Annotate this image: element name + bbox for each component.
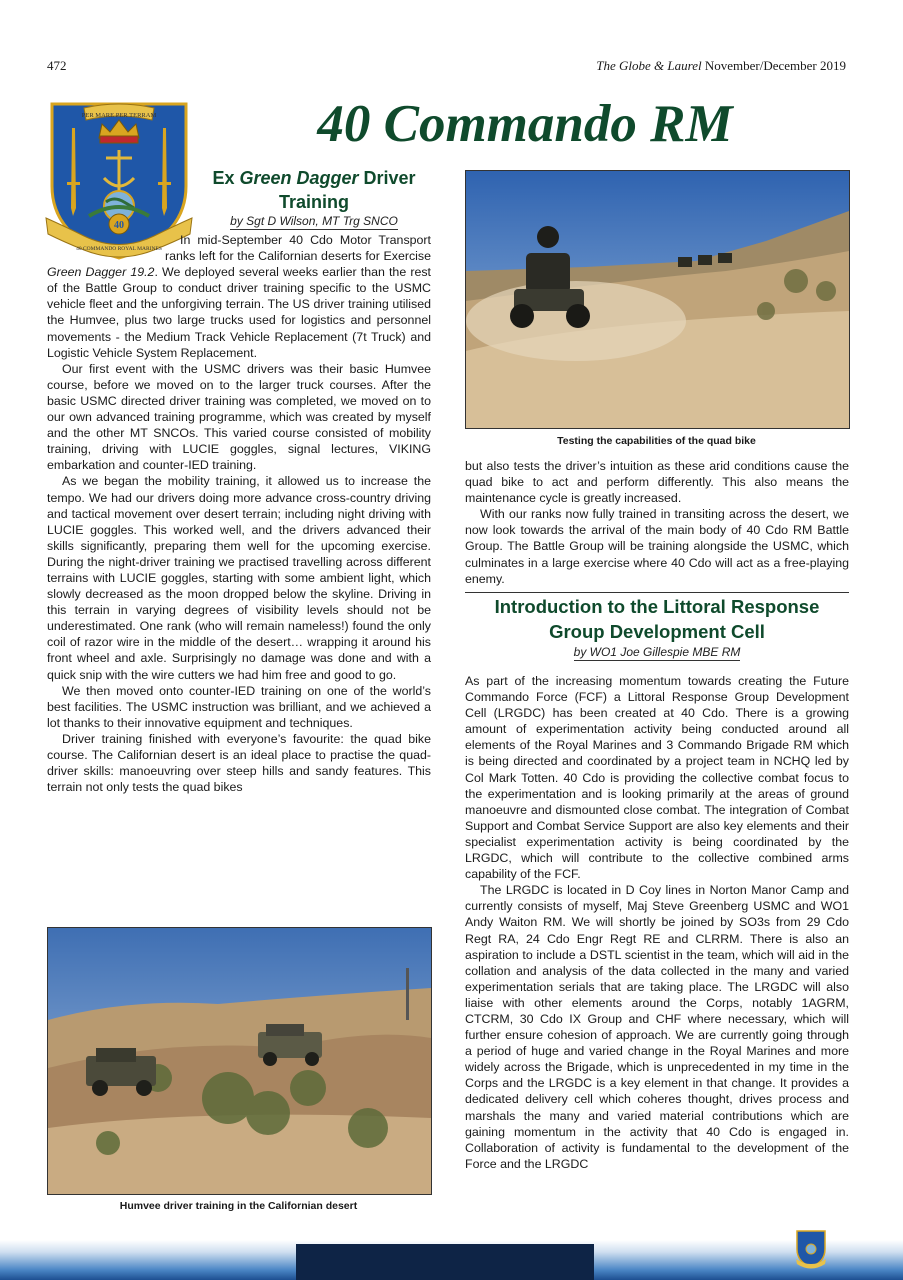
article-1-paragraph: but also tests the driver’s intuition as these arid conditions cause the quad bike to act and perform differently. This also means the maintenance cycle is greatly increased. <box>465 459 849 506</box>
article-1-body <box>47 232 431 795</box>
footer-block <box>296 1244 594 1280</box>
humvee-photo <box>47 927 432 1195</box>
article-2 <box>465 594 849 1172</box>
running-header <box>596 58 846 74</box>
article-1-heading: Ex Green Dagger Driver Training <box>212 168 416 212</box>
article-1-byline: by Sgt D Wilson, MT Trg SNCO <box>230 214 398 228</box>
page-title: 40 Commando RM <box>317 95 733 153</box>
article-1-paragraph: Driver training finished with everyone’s favourite: the quad bike course. The Californian desert is an ideal place to practise the quad-driver skills: manoeuvring over steep hills and sandy features. This terrain not only tests the quad bikes <box>47 731 431 795</box>
article-2-heading: Introduction to the Littoral Response Group Development Cell <box>494 596 820 642</box>
footer-crest-icon <box>794 1229 828 1269</box>
article-2-paragraph: As part of the increasing momentum towards creating the Future Commando Force (FCF) a Littoral Response Group Development Cell (LRGDC) has been created at 40 Cdo. There is a growing amount of experimentation activity being conducted around all elements of the Royal Marines and 3 Commando Brigade RM which is being directed and coordinated by a project team in NCHQ led by Col Mark Totten. 40 Cdo is providing the collective combat focus to the experimentation and is looking primarily at the areas of ground manoeuvre and dismounted close combat. The integration of Combat Support and Combat Service Support are also key elements and their specialist experimentation activity is being coordinated by the LRGDC, which will contribute to the collective combined arms capability of the FCF. <box>465 674 849 882</box>
article-2-byline: by WO1 Joe Gillespie MBE RM <box>573 645 741 659</box>
article-2-paragraph: The LRGDC is located in D Coy lines in Norton Manor Camp and currently consists of myself, Maj Steve Greenberg USMC and WO1 Andy Waiton RM. We will shortly be joined by SO3s from 29 Cdo Regt RA, 24 Cdo Engr Regt RE and CLRRM. There is also an aspiration to include a DSTL scientist in the team, which will aid in the collation and analysis of the data collected in the many and varied experimentation serials that are taking place. The LRGDC will also liaise with other elements around the Corps, notably 1AGRM, CTCRM, 30 Cdo IX Group and CHF where necessary, which will further ensure cohesion of approach. We are currently going through a period of huge and varied change in the Royal Marines and more widely across the Brigade, which is unprecedented in my time in the Corps and the LRGDC is a key element in that change. It provides a dedicated delivery cell which coheres thought, drives process and marshals the many and varied material contributions which are gaining momentum in the activity that 40 Cdo is engaged in. Collaboration of activity is fundamental to the development of the Force and the LRGDC <box>465 883 849 1171</box>
page-number: 472 <box>47 58 67 73</box>
article-1-paragraph: We then moved onto counter-IED training on one of the world’s best facilities. The USMC instruction was brilliant, and we achieved a lot thanks to their innovative equipment and techniques. <box>47 683 431 730</box>
crest-ribbon-text: 40 COMMANDO ROYAL MARINES <box>76 246 162 252</box>
article-1-paragraph: As we began the mobility training, it allowed us to increase the tempo. We had our drivers doing more advance cross-country driving and tactical movement over desert terrain; including night driving with LUCIE goggles. This worked well, and the drivers advanced their skills significantly, preparing them well for the upcoming exercise. During the night-driver training we practised travelling across different terrains with LUCIE goggles, starting with some ambient light, which slowly decreased as the moon dropped below the skyline. Driving in this terrain in varying degrees of visibility levels should not be underestimated. One rank (who will remain nameless!) found the only coil of razor wire in the middle of the desert… wrapping it around his front wheel and axle. Surprisingly no damage was done and with a quick snip with the wire cutters we had him free and good to go. <box>47 474 431 682</box>
quad-bike-photo-caption: Testing the capabilities of the quad bike <box>557 435 756 447</box>
article-1-continuation <box>465 458 849 587</box>
article-1-paragraph: With our ranks now fully trained in transiting across the desert, we now look towards the arrival of the main body of 40 Cdo RM Battle Group. The Battle Group will be training alongside the USMC, which culminates in a large exercise where 40 Cdo will act as a free-playing enemy. <box>465 507 849 586</box>
article-2-body <box>465 673 849 1172</box>
svg-text:PER MARE PER TERRAM: PER MARE PER TERRAM <box>81 112 157 119</box>
section-divider <box>465 592 849 593</box>
article-1-paragraph: In mid-September 40 Cdo Motor Transport ranks left for the Californian deserts for Exercise Green Dagger 19.2. We deployed several weeks earlier than the rest of the Battle Group to conduct driver training specific to the USMC vehicle fleet and the unforgiving terrain. The US driver training utilised the Humvee, plus two large trucks used for logistics and personnel movements - the Medium Track Vehicle Replacement (7t Truck) and Logistic Vehicle System Replacement. <box>47 233 431 360</box>
crest-number: 40 <box>114 220 124 231</box>
issue-date: November/December 2019 <box>704 58 846 73</box>
article-1 <box>47 166 431 795</box>
article-1-paragraph: Our first event with the USMC drivers was their basic Humvee course, before we moved on to the larger truck courses. After the basic USMC directed driver training was completed, we moved on to our own advanced training programme, which was created by myself and the other MT SNCOs. This varied course consisted of mobility training, driving with LUCIE goggles, signal lectures, VIKING embarkation and counter-IED training. <box>47 361 431 473</box>
humvee-photo-caption: Humvee driver training in the Californian desert <box>119 1200 358 1212</box>
quad-bike-photo <box>465 170 850 429</box>
publication-name: The Globe & Laurel <box>596 58 702 73</box>
